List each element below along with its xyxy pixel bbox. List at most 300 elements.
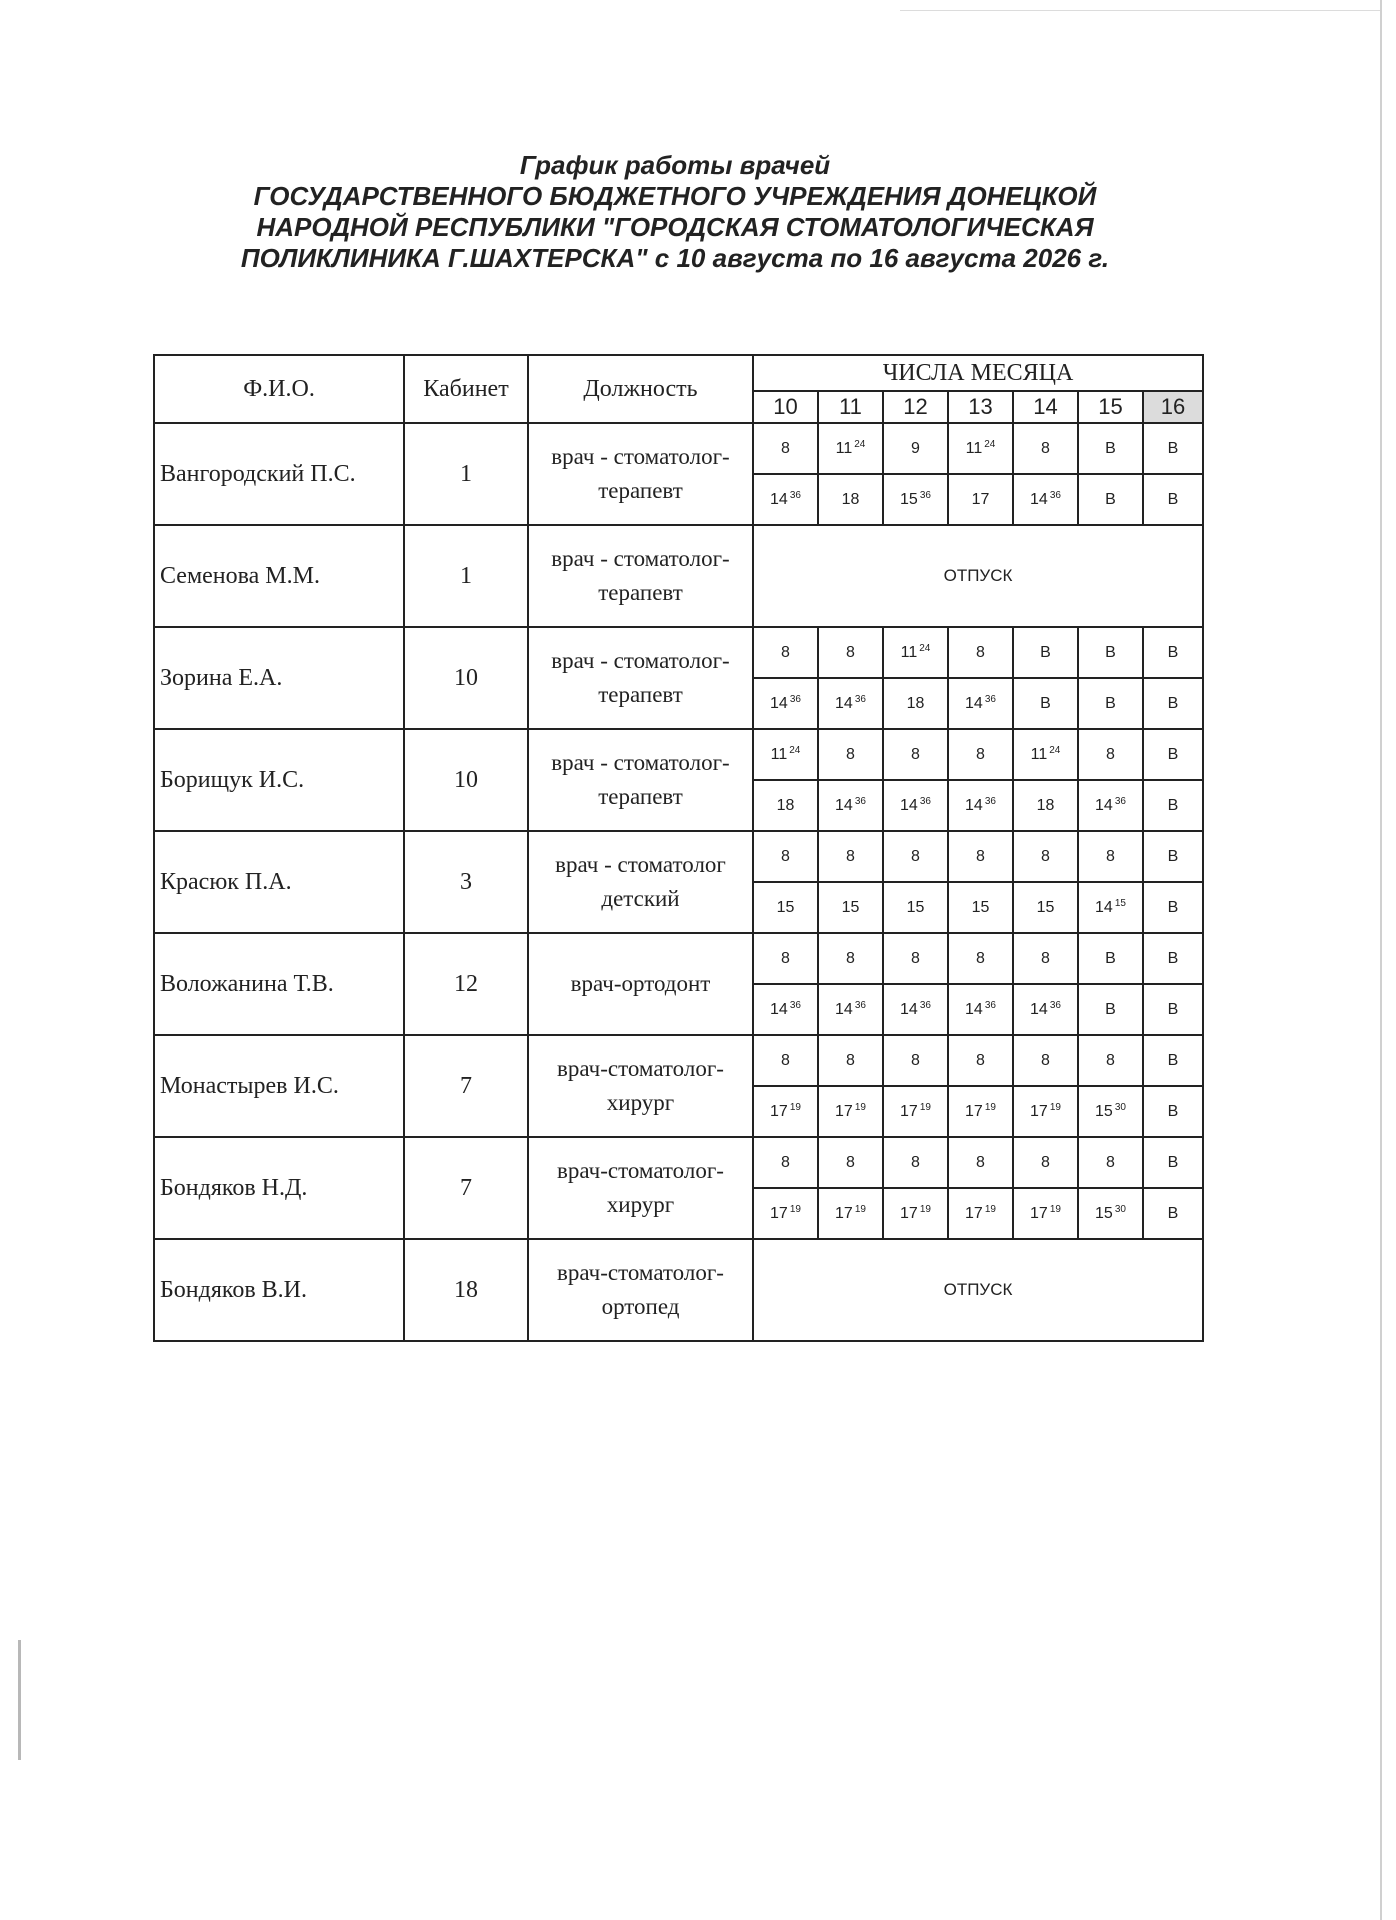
hour: 18 bbox=[906, 694, 925, 712]
hour: В bbox=[1167, 490, 1179, 508]
start-time-cell bbox=[753, 1035, 818, 1086]
end-time-cell bbox=[1013, 780, 1078, 831]
start-time-cell bbox=[1143, 729, 1203, 780]
table-row bbox=[154, 729, 1203, 780]
doctor-name: Вангородский П.С. bbox=[154, 423, 404, 525]
start-time-cell bbox=[1013, 627, 1078, 678]
position-line: хирург bbox=[606, 1192, 675, 1217]
doctor-position bbox=[528, 423, 753, 525]
end-time-cell bbox=[1143, 1086, 1203, 1137]
hour: 11 bbox=[835, 440, 853, 457]
hour: В bbox=[1167, 1102, 1179, 1120]
hour: 14 bbox=[900, 1001, 918, 1018]
hour: 8 bbox=[781, 847, 790, 865]
doctor-position bbox=[528, 1239, 753, 1341]
hour: 14 bbox=[1095, 899, 1113, 916]
position-line: терапевт bbox=[598, 682, 683, 707]
end-time-cell bbox=[948, 1188, 1013, 1239]
end-time-cell bbox=[1078, 1188, 1143, 1239]
end-time-cell bbox=[818, 984, 883, 1035]
hour: 8 bbox=[781, 643, 790, 661]
minutes: 19 bbox=[919, 1102, 931, 1113]
end-time-cell bbox=[1013, 1188, 1078, 1239]
day-header: 13 bbox=[948, 391, 1013, 423]
hour: 8 bbox=[1106, 1051, 1115, 1069]
hour: 17 bbox=[770, 1103, 788, 1120]
day-header: 16 bbox=[1143, 391, 1203, 423]
doctor-position bbox=[528, 831, 753, 933]
schedule-table bbox=[153, 354, 1204, 1342]
minutes: 36 bbox=[1049, 490, 1061, 501]
vacation-cell: ОТПУСК bbox=[753, 1239, 1203, 1341]
hour: В bbox=[1167, 1000, 1179, 1018]
minutes: 36 bbox=[789, 694, 801, 705]
hour: 14 bbox=[770, 1001, 788, 1018]
position-line: терапевт bbox=[598, 580, 683, 605]
table-row bbox=[154, 423, 1203, 474]
end-time-cell bbox=[1143, 1188, 1203, 1239]
start-time-cell bbox=[1013, 1137, 1078, 1188]
day-header: 11 bbox=[818, 391, 883, 423]
doctor-position bbox=[528, 729, 753, 831]
hour: В bbox=[1105, 1000, 1116, 1018]
table-row bbox=[154, 1035, 1203, 1086]
start-time-cell bbox=[948, 1137, 1013, 1188]
hour: 17 bbox=[900, 1205, 918, 1222]
hour: 8 bbox=[781, 439, 790, 457]
start-time-cell bbox=[818, 933, 883, 984]
hour: 18 bbox=[776, 796, 795, 814]
position-line: врач - стоматолог bbox=[555, 852, 726, 877]
header-name: Ф.И.О. bbox=[154, 355, 404, 423]
end-time-cell bbox=[883, 1086, 948, 1137]
hour: 8 bbox=[781, 1051, 790, 1069]
hour: 15 bbox=[841, 898, 860, 916]
doctor-name: Воложанина Т.В. bbox=[154, 933, 404, 1035]
minutes: 36 bbox=[984, 694, 996, 705]
start-time-cell bbox=[1078, 423, 1143, 474]
end-time-cell bbox=[753, 678, 818, 729]
start-time-cell bbox=[818, 1137, 883, 1188]
hour: В bbox=[1167, 898, 1179, 916]
minutes: 36 bbox=[919, 796, 931, 807]
title-line-1: График работы врачей bbox=[519, 150, 831, 180]
hour: 17 bbox=[770, 1205, 788, 1222]
hour: В bbox=[1167, 847, 1179, 865]
table-row bbox=[154, 1239, 1203, 1290]
end-time-cell bbox=[753, 1086, 818, 1137]
hour: В bbox=[1167, 694, 1179, 712]
start-time-cell bbox=[1078, 933, 1143, 984]
hour: 15 bbox=[1095, 1103, 1113, 1120]
hour: 8 bbox=[1041, 1051, 1050, 1069]
hour: 8 bbox=[846, 847, 855, 865]
minutes: 24 bbox=[984, 439, 996, 450]
hour: 14 bbox=[835, 695, 853, 712]
hour: 8 bbox=[781, 1153, 790, 1171]
cabinet-number: 7 bbox=[404, 1035, 528, 1137]
hour: В bbox=[1105, 490, 1116, 508]
end-time-cell bbox=[753, 882, 818, 933]
hour: В bbox=[1167, 1204, 1179, 1222]
start-time-cell bbox=[1143, 831, 1203, 882]
doctor-position bbox=[528, 1137, 753, 1239]
header-position: Должность bbox=[528, 355, 753, 423]
table-row bbox=[154, 831, 1203, 882]
minutes: 24 bbox=[789, 745, 801, 756]
start-time-cell bbox=[1143, 627, 1203, 678]
header-days-group: ЧИСЛА МЕСЯЦА bbox=[753, 355, 1203, 391]
position-line: врач-ортодонт bbox=[570, 971, 711, 996]
hour: 8 bbox=[911, 745, 920, 763]
start-time-cell bbox=[948, 933, 1013, 984]
cabinet-number: 18 bbox=[404, 1239, 528, 1341]
position-line: врач-стоматолог- bbox=[557, 1260, 724, 1285]
end-time-cell bbox=[1078, 984, 1143, 1035]
hour: 14 bbox=[770, 695, 788, 712]
start-time-cell bbox=[883, 933, 948, 984]
end-time-cell bbox=[753, 984, 818, 1035]
position-line: врач-стоматолог- bbox=[557, 1056, 724, 1081]
hour: 15 bbox=[1036, 898, 1055, 916]
hour: 14 bbox=[900, 797, 918, 814]
minutes: 24 bbox=[1049, 745, 1061, 756]
end-time-cell bbox=[948, 780, 1013, 831]
end-time-cell bbox=[883, 1188, 948, 1239]
position-line: врач - стоматолог- bbox=[551, 444, 730, 469]
end-time-cell bbox=[1013, 882, 1078, 933]
position-line: врач - стоматолог- bbox=[551, 648, 730, 673]
scan-mark bbox=[18, 1640, 21, 1760]
minutes: 19 bbox=[919, 1204, 931, 1215]
start-time-cell bbox=[1013, 831, 1078, 882]
cabinet-number: 1 bbox=[404, 423, 528, 525]
doctor-name: Бондяков Н.Д. bbox=[154, 1137, 404, 1239]
doctor-name: Зорина Е.А. bbox=[154, 627, 404, 729]
start-time-cell bbox=[948, 1035, 1013, 1086]
minutes: 36 bbox=[984, 796, 996, 807]
hour: В bbox=[1105, 439, 1116, 457]
hour: 11 bbox=[965, 440, 983, 457]
start-time-cell bbox=[753, 729, 818, 780]
start-time-cell bbox=[1078, 831, 1143, 882]
minutes: 30 bbox=[1114, 1204, 1126, 1215]
end-time-cell bbox=[753, 780, 818, 831]
cabinet-number: 7 bbox=[404, 1137, 528, 1239]
doctor-name: Красюк П.А. bbox=[154, 831, 404, 933]
start-time-cell bbox=[883, 423, 948, 474]
hour: 8 bbox=[976, 1051, 985, 1069]
end-time-cell bbox=[1143, 678, 1203, 729]
scan-edge-right bbox=[1380, 0, 1382, 1920]
doctor-position bbox=[528, 933, 753, 1035]
start-time-cell bbox=[1143, 933, 1203, 984]
hour: 8 bbox=[1041, 439, 1050, 457]
hour: 14 bbox=[965, 797, 983, 814]
hour: 8 bbox=[846, 745, 855, 763]
hour: 8 bbox=[976, 1153, 985, 1171]
minutes: 19 bbox=[854, 1204, 866, 1215]
hour: В bbox=[1105, 643, 1116, 661]
hour: 14 bbox=[1095, 797, 1113, 814]
minutes: 19 bbox=[1049, 1102, 1061, 1113]
minutes: 36 bbox=[984, 1000, 996, 1011]
vacation-cell: ОТПУСК bbox=[753, 525, 1203, 627]
hour: 17 bbox=[900, 1103, 918, 1120]
start-time-cell bbox=[818, 423, 883, 474]
end-time-cell bbox=[818, 1188, 883, 1239]
doctor-name: Семенова М.М. bbox=[154, 525, 404, 627]
end-time-cell bbox=[818, 1086, 883, 1137]
position-line: врач - стоматолог- bbox=[551, 546, 730, 571]
title-line-2: ГОСУДАРСТВЕННОГО БЮДЖЕТНОГО УЧРЕЖДЕНИЯ ДОНЕЦКОЙ bbox=[253, 181, 1097, 211]
position-line: терапевт bbox=[598, 784, 683, 809]
hour: В bbox=[1167, 643, 1179, 661]
position-line: врач-стоматолог- bbox=[557, 1158, 724, 1183]
end-time-cell bbox=[1078, 882, 1143, 933]
doctor-name: Монастырев И.С. bbox=[154, 1035, 404, 1137]
hour: 8 bbox=[1041, 847, 1050, 865]
minutes: 24 bbox=[919, 643, 931, 654]
hour: В bbox=[1167, 1153, 1179, 1171]
end-time-cell bbox=[818, 474, 883, 525]
position-line: детский bbox=[601, 886, 680, 911]
hour: В bbox=[1167, 949, 1179, 967]
day-header: 14 bbox=[1013, 391, 1078, 423]
start-time-cell bbox=[753, 1137, 818, 1188]
start-time-cell bbox=[753, 933, 818, 984]
minutes: 19 bbox=[984, 1102, 996, 1113]
hour: В bbox=[1167, 745, 1179, 763]
hour: 8 bbox=[1041, 1153, 1050, 1171]
start-time-cell bbox=[883, 831, 948, 882]
hour: 8 bbox=[911, 949, 920, 967]
end-time-cell bbox=[1078, 678, 1143, 729]
end-time-cell bbox=[753, 1188, 818, 1239]
hour: В bbox=[1105, 949, 1116, 967]
hour: В bbox=[1167, 1051, 1179, 1069]
hour: 8 bbox=[846, 949, 855, 967]
hour: 8 bbox=[976, 949, 985, 967]
end-time-cell bbox=[948, 882, 1013, 933]
hour: 8 bbox=[1106, 745, 1115, 763]
hour: 8 bbox=[846, 643, 855, 661]
hour: 17 bbox=[965, 1103, 983, 1120]
end-time-cell bbox=[1143, 882, 1203, 933]
doctor-position bbox=[528, 627, 753, 729]
end-time-cell bbox=[1078, 780, 1143, 831]
hour: 14 bbox=[965, 1001, 983, 1018]
start-time-cell bbox=[818, 627, 883, 678]
end-time-cell bbox=[948, 984, 1013, 1035]
start-time-cell bbox=[753, 627, 818, 678]
minutes: 19 bbox=[984, 1204, 996, 1215]
start-time-cell bbox=[948, 423, 1013, 474]
minutes: 36 bbox=[789, 490, 801, 501]
start-time-cell bbox=[818, 831, 883, 882]
doctor-name: Борищук И.С. bbox=[154, 729, 404, 831]
end-time-cell bbox=[948, 474, 1013, 525]
minutes: 19 bbox=[854, 1102, 866, 1113]
minutes: 15 bbox=[1114, 898, 1126, 909]
start-time-cell bbox=[1143, 423, 1203, 474]
start-time-cell bbox=[753, 423, 818, 474]
end-time-cell bbox=[883, 678, 948, 729]
start-time-cell bbox=[1078, 729, 1143, 780]
cabinet-number: 1 bbox=[404, 525, 528, 627]
start-time-cell bbox=[1013, 1035, 1078, 1086]
hour: В bbox=[1105, 694, 1116, 712]
doctor-position bbox=[528, 525, 753, 627]
start-time-cell bbox=[1143, 1035, 1203, 1086]
start-time-cell bbox=[948, 627, 1013, 678]
hour: 14 bbox=[835, 797, 853, 814]
hour: 17 bbox=[1030, 1205, 1048, 1222]
title-line-4: ПОЛИКЛИНИКА Г.ШАХТЕРСКА" с 10 августа по 16 августа 2026 г. bbox=[240, 243, 1110, 273]
start-time-cell bbox=[883, 1035, 948, 1086]
hour: 17 bbox=[835, 1103, 853, 1120]
cabinet-number: 10 bbox=[404, 627, 528, 729]
start-time-cell bbox=[1078, 627, 1143, 678]
minutes: 36 bbox=[1049, 1000, 1061, 1011]
cabinet-number: 10 bbox=[404, 729, 528, 831]
hour: 15 bbox=[900, 491, 918, 508]
hour: В bbox=[1040, 694, 1051, 712]
minutes: 36 bbox=[789, 1000, 801, 1011]
end-time-cell bbox=[1143, 780, 1203, 831]
start-time-cell bbox=[883, 1137, 948, 1188]
end-time-cell bbox=[1013, 678, 1078, 729]
start-time-cell bbox=[1013, 729, 1078, 780]
hour: 8 bbox=[1106, 847, 1115, 865]
start-time-cell bbox=[1013, 423, 1078, 474]
day-header: 10 bbox=[753, 391, 818, 423]
end-time-cell bbox=[1013, 474, 1078, 525]
hour: 15 bbox=[906, 898, 925, 916]
end-time-cell bbox=[883, 474, 948, 525]
end-time-cell bbox=[883, 882, 948, 933]
title-line-3: НАРОДНОЙ РЕСПУБЛИКИ "ГОРОДСКАЯ СТОМАТОЛОГИЧЕСКАЯ bbox=[256, 212, 1094, 242]
hour: 17 bbox=[835, 1205, 853, 1222]
end-time-cell bbox=[883, 984, 948, 1035]
start-time-cell bbox=[948, 831, 1013, 882]
hour: 8 bbox=[1041, 949, 1050, 967]
day-header: 15 bbox=[1078, 391, 1143, 423]
minutes: 24 bbox=[854, 439, 866, 450]
end-time-cell bbox=[1078, 1086, 1143, 1137]
start-time-cell bbox=[883, 627, 948, 678]
table-row bbox=[154, 525, 1203, 576]
minutes: 19 bbox=[789, 1204, 801, 1215]
end-time-cell bbox=[1078, 474, 1143, 525]
hour: 15 bbox=[971, 898, 990, 916]
hour: 9 bbox=[911, 439, 920, 457]
start-time-cell bbox=[1078, 1137, 1143, 1188]
end-time-cell bbox=[1143, 474, 1203, 525]
start-time-cell bbox=[818, 729, 883, 780]
start-time-cell bbox=[818, 1035, 883, 1086]
minutes: 36 bbox=[919, 1000, 931, 1011]
hour: 17 bbox=[971, 490, 990, 508]
start-time-cell bbox=[1143, 1137, 1203, 1188]
hour: 14 bbox=[965, 695, 983, 712]
table-row bbox=[154, 933, 1203, 984]
hour: В bbox=[1167, 796, 1179, 814]
hour: 11 bbox=[770, 746, 788, 763]
start-time-cell bbox=[1078, 1035, 1143, 1086]
minutes: 36 bbox=[854, 1000, 866, 1011]
end-time-cell bbox=[818, 882, 883, 933]
hour: 17 bbox=[1030, 1103, 1048, 1120]
doctor-name: Бондяков В.И. bbox=[154, 1239, 404, 1341]
hour: 8 bbox=[846, 1051, 855, 1069]
start-time-cell bbox=[948, 729, 1013, 780]
hour: 8 bbox=[976, 745, 985, 763]
end-time-cell bbox=[818, 678, 883, 729]
hour: 18 bbox=[841, 490, 860, 508]
start-time-cell bbox=[753, 831, 818, 882]
table-row bbox=[154, 1137, 1203, 1188]
hour: 8 bbox=[976, 847, 985, 865]
end-time-cell bbox=[1013, 1086, 1078, 1137]
hour: 8 bbox=[911, 1153, 920, 1171]
hour: 8 bbox=[911, 1051, 920, 1069]
minutes: 36 bbox=[854, 796, 866, 807]
position-line: ортопед bbox=[601, 1294, 680, 1319]
position-line: врач - стоматолог- bbox=[551, 750, 730, 775]
hour: 14 bbox=[1030, 491, 1048, 508]
position-line: терапевт bbox=[598, 478, 683, 503]
hour: 8 bbox=[781, 949, 790, 967]
hour: В bbox=[1040, 643, 1051, 661]
end-time-cell bbox=[818, 780, 883, 831]
end-time-cell bbox=[1143, 984, 1203, 1035]
hour: 8 bbox=[1106, 1153, 1115, 1171]
hour: В bbox=[1167, 439, 1179, 457]
hour: 14 bbox=[835, 1001, 853, 1018]
start-time-cell bbox=[883, 729, 948, 780]
end-time-cell bbox=[948, 678, 1013, 729]
hour: 8 bbox=[846, 1153, 855, 1171]
day-header: 12 bbox=[883, 391, 948, 423]
hour: 18 bbox=[1036, 796, 1055, 814]
hour: 14 bbox=[770, 491, 788, 508]
table-row bbox=[154, 627, 1203, 678]
position-line: хирург bbox=[606, 1090, 675, 1115]
minutes: 36 bbox=[919, 490, 931, 501]
end-time-cell bbox=[883, 780, 948, 831]
end-time-cell bbox=[1013, 984, 1078, 1035]
scan-edge-top bbox=[900, 10, 1380, 11]
doctor-position bbox=[528, 1035, 753, 1137]
minutes: 36 bbox=[854, 694, 866, 705]
cabinet-number: 3 bbox=[404, 831, 528, 933]
hour: 14 bbox=[1030, 1001, 1048, 1018]
minutes: 19 bbox=[1049, 1204, 1061, 1215]
start-time-cell bbox=[1013, 933, 1078, 984]
end-time-cell bbox=[948, 1086, 1013, 1137]
minutes: 36 bbox=[1114, 796, 1126, 807]
hour: 15 bbox=[1095, 1205, 1113, 1222]
hour: 15 bbox=[776, 898, 795, 916]
end-time-cell bbox=[753, 474, 818, 525]
cabinet-number: 12 bbox=[404, 933, 528, 1035]
minutes: 30 bbox=[1114, 1102, 1126, 1113]
minutes: 19 bbox=[789, 1102, 801, 1113]
hour: 8 bbox=[911, 847, 920, 865]
hour: 11 bbox=[900, 644, 918, 661]
hour: 17 bbox=[965, 1205, 983, 1222]
